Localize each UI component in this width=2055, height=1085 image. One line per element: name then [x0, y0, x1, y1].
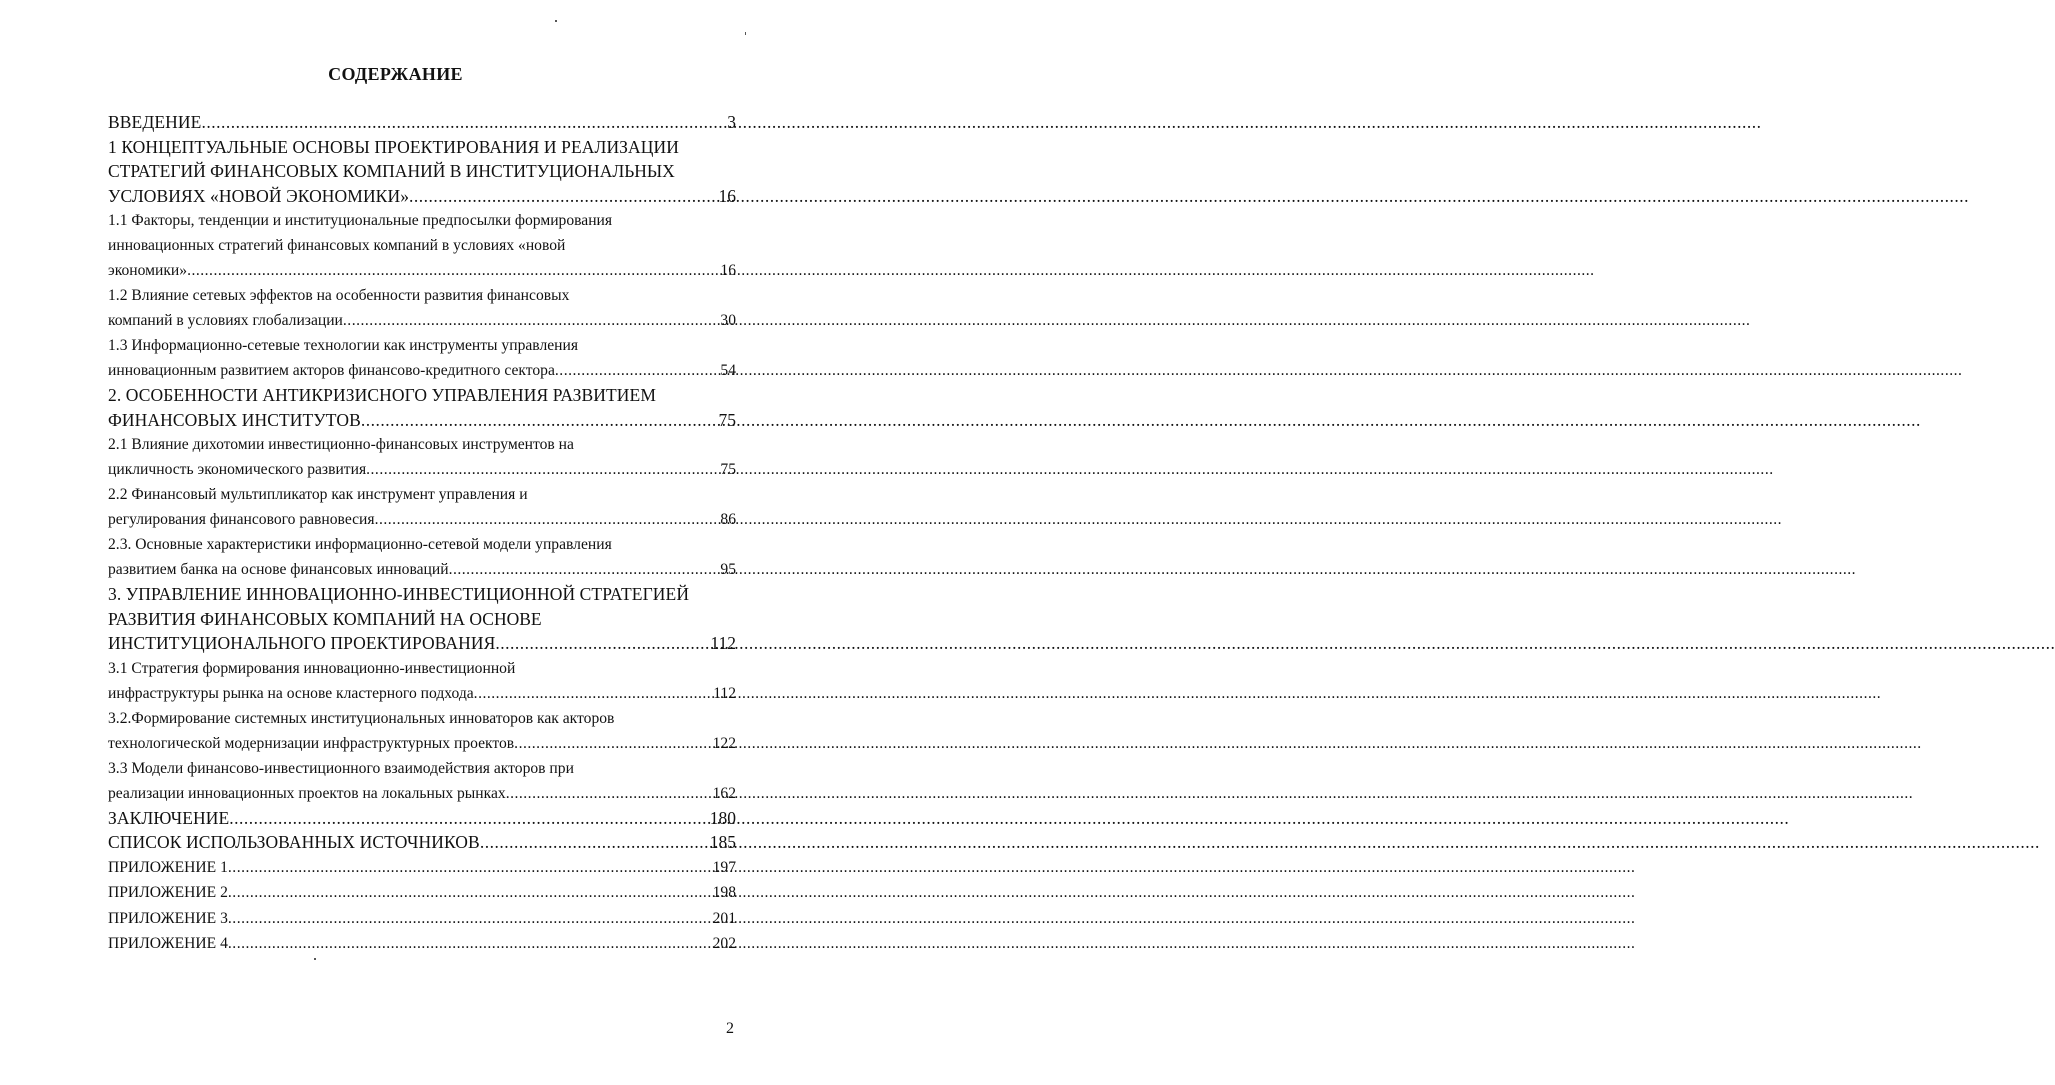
toc-entry-last-line — [108, 308, 736, 333]
dot-leader — [187, 258, 720, 283]
toc-entry-line: 2.1 Влияние дихотомии инвестиционно-финансовых инструментов на — [108, 436, 574, 453]
toc-entry-last-line — [108, 507, 736, 532]
toc-entry-title: ПРИЛОЖЕНИЕ 1 — [108, 858, 228, 876]
dot-leader — [228, 880, 713, 906]
toc-entry[interactable] — [108, 706, 736, 756]
toc-entry-last-line — [108, 781, 736, 806]
toc-page-number: 162 — [712, 784, 736, 802]
scan-speck — [745, 32, 746, 35]
toc-entry-title: экономики» — [108, 262, 188, 279]
page-number: 2 — [726, 1020, 734, 1037]
toc-page-number: 16 — [718, 185, 736, 206]
toc-entry-last-line — [108, 358, 736, 383]
toc-page-number: 112 — [713, 684, 736, 702]
toc-entry[interactable] — [108, 582, 736, 656]
toc-entry[interactable] — [108, 880, 736, 906]
toc-entry-last-line — [108, 806, 736, 831]
toc-entry[interactable] — [108, 756, 736, 806]
dot-leader — [449, 557, 721, 582]
toc-entry-title: ПРИЛОЖЕНИЕ 2 — [108, 884, 228, 901]
toc-entry-line: 3.3 Модели финансово-инвестиционного взаимодействия акторов при — [108, 759, 574, 777]
toc-entry-last-line — [108, 631, 736, 656]
toc-page-number: 3 — [727, 112, 736, 132]
toc-entry-last-line — [108, 457, 736, 482]
toc-page-number: 86 — [720, 511, 736, 528]
toc-entry-line: 3.2.Формирование системных институциональных инноваторов как акторов — [108, 709, 615, 727]
toc-entry[interactable] — [108, 135, 736, 209]
toc-entry[interactable] — [108, 333, 736, 383]
dot-leader — [506, 781, 713, 806]
toc-entry-last-line — [108, 557, 736, 582]
toc-entry-title: инфраструктуры рынка на основе кластерного подхода — [108, 684, 474, 702]
toc-entry-last-line — [108, 408, 736, 433]
toc-entry-last-line — [108, 906, 736, 932]
table-of-contents — [108, 110, 736, 957]
toc-entry-title: ПРИЛОЖЕНИЕ 3 — [108, 909, 228, 927]
toc-entry-line: 2.3. Основные характеристики информационно-сетевой модели управления — [108, 536, 612, 553]
toc-entry[interactable] — [108, 656, 736, 706]
toc-entry-line: 2.2 Финансовый мультипликатор как инструмент управления и — [108, 486, 528, 503]
dot-leader — [514, 731, 712, 756]
dot-leader — [228, 906, 713, 932]
toc-entry-title: ПРИЛОЖЕНИЕ 4 — [108, 935, 228, 952]
toc-entry-line: 1.2 Влияние сетевых эффектов на особенности развития финансовых — [108, 287, 570, 304]
toc-entry-last-line — [108, 681, 736, 706]
scan-speck — [314, 958, 316, 960]
dot-leader — [229, 806, 709, 831]
toc-entry-title: цикличность экономического развития — [108, 461, 367, 478]
toc-page-number: 112 — [710, 633, 736, 653]
toc-page-number: 75 — [720, 461, 736, 478]
toc-entry-title: ВВЕДЕНИЕ — [108, 112, 202, 132]
dot-leader — [228, 931, 713, 957]
toc-entry-title: УСЛОВИЯХ «НОВОЙ ЭКОНОМИКИ» — [108, 185, 410, 206]
toc-entry-title: ФИНАНСОВЫХ ИНСТИТУТОВ — [108, 409, 361, 430]
toc-entry-line: 1.1 Факторы, тенденции и институциональные предпосылки формирования — [108, 212, 613, 229]
dot-leader — [361, 408, 719, 433]
toc-entry[interactable] — [108, 906, 736, 932]
toc-page-number: 201 — [712, 909, 736, 927]
toc-entry-last-line — [108, 258, 736, 283]
toc-entry-title: регулирования финансового равновесия — [108, 511, 375, 528]
toc-page-number: 95 — [720, 561, 736, 578]
toc-entry-title: инновационным развитием акторов финансово-кредитного сектора — [108, 362, 555, 379]
dot-leader — [480, 830, 710, 855]
toc-entry[interactable] — [108, 110, 736, 135]
toc-entry-last-line — [108, 931, 736, 957]
toc-entry-line: инновационных стратегий финансовых компаний в условиях «новой — [108, 237, 566, 254]
toc-page-number: 185 — [709, 832, 736, 852]
toc-page-number: 122 — [712, 734, 736, 752]
dot-leader — [228, 855, 713, 881]
toc-entry-last-line — [108, 880, 736, 906]
dot-leader — [555, 358, 721, 383]
toc-entry[interactable] — [108, 482, 736, 532]
toc-entry-title: компаний в условиях глобализации — [108, 312, 343, 329]
dot-leader — [366, 457, 720, 482]
toc-entry-line: 1.3 Информационно-сетевые технологии как инструменты управления — [108, 337, 579, 354]
toc-entry[interactable] — [108, 855, 736, 881]
dot-leader — [201, 110, 727, 135]
toc-entry-line: 3. УПРАВЛЕНИЕ ИННОВАЦИОННО-ИНВЕСТИЦИОННОЙ СТРАТЕГИЕЙ — [108, 584, 690, 604]
page-title: СОДЕРЖАНИЕ — [328, 64, 463, 84]
toc-entry[interactable] — [108, 931, 736, 957]
toc-entry-last-line — [108, 184, 736, 209]
toc-entry[interactable] — [108, 283, 736, 333]
toc-entry-title: технологической модернизации инфраструктурных проектов — [108, 734, 515, 752]
dot-leader — [409, 184, 718, 209]
toc-entry-last-line — [108, 830, 736, 855]
scan-speck — [555, 20, 557, 22]
toc-entry[interactable] — [108, 432, 736, 482]
toc-entry-line: СТРАТЕГИЙ ФИНАНСОВЫХ КОМПАНИЙ В ИНСТИТУЦИОНАЛЬНЫХ — [108, 161, 675, 181]
toc-entry-last-line — [108, 731, 736, 756]
toc-entry-line: 3.1 Стратегия формирования инновационно-инвестиционной — [108, 659, 516, 677]
toc-entry-line: РАЗВИТИЯ ФИНАНСОВЫХ КОМПАНИЙ НА ОСНОВЕ — [108, 608, 542, 629]
dot-leader — [495, 631, 710, 656]
toc-entry[interactable] — [108, 383, 736, 432]
toc-entry-last-line — [108, 110, 736, 135]
toc-entry-title: развитием банка на основе финансовых инноваций — [108, 561, 449, 578]
toc-entry-title: ЗАКЛЮЧЕНИЕ — [108, 807, 230, 828]
dot-leader — [343, 308, 721, 333]
toc-entry-title: реализации инновационных проектов на локальных рынках — [108, 784, 506, 802]
toc-page-number: 30 — [720, 312, 736, 329]
toc-entry[interactable] — [108, 208, 736, 283]
toc-page-number: 54 — [720, 362, 736, 379]
toc-entry-line: 1 КОНЦЕПТУАЛЬНЫЕ ОСНОВЫ ПРОЕКТИРОВАНИЯ И РЕАЛИЗАЦИИ — [108, 136, 679, 157]
toc-entry-line: 2. ОСОБЕННОСТИ АНТИКРИЗИСНОГО УПРАВЛЕНИЯ РАЗВИТИЕМ — [108, 385, 656, 405]
dot-leader — [474, 681, 714, 706]
toc-entry-title: ИНСТИТУЦИОНАЛЬНОГО ПРОЕКТИРОВАНИЯ — [108, 633, 496, 653]
toc-page-number: 198 — [712, 884, 736, 901]
toc-entry[interactable] — [108, 830, 736, 855]
toc-entry-title: СПИСОК ИСПОЛЬЗОВАННЫХ ИСТОЧНИКОВ — [108, 832, 480, 852]
toc-page-number: 202 — [712, 935, 736, 952]
toc-page-number: 16 — [720, 262, 736, 279]
toc-page-number: 197 — [712, 858, 736, 876]
toc-entry[interactable] — [108, 806, 736, 831]
toc-page-number: 75 — [718, 409, 736, 430]
dot-leader — [375, 507, 721, 532]
toc-page-number: 180 — [709, 807, 736, 828]
toc-entry[interactable] — [108, 532, 736, 582]
toc-entry-last-line — [108, 855, 736, 881]
